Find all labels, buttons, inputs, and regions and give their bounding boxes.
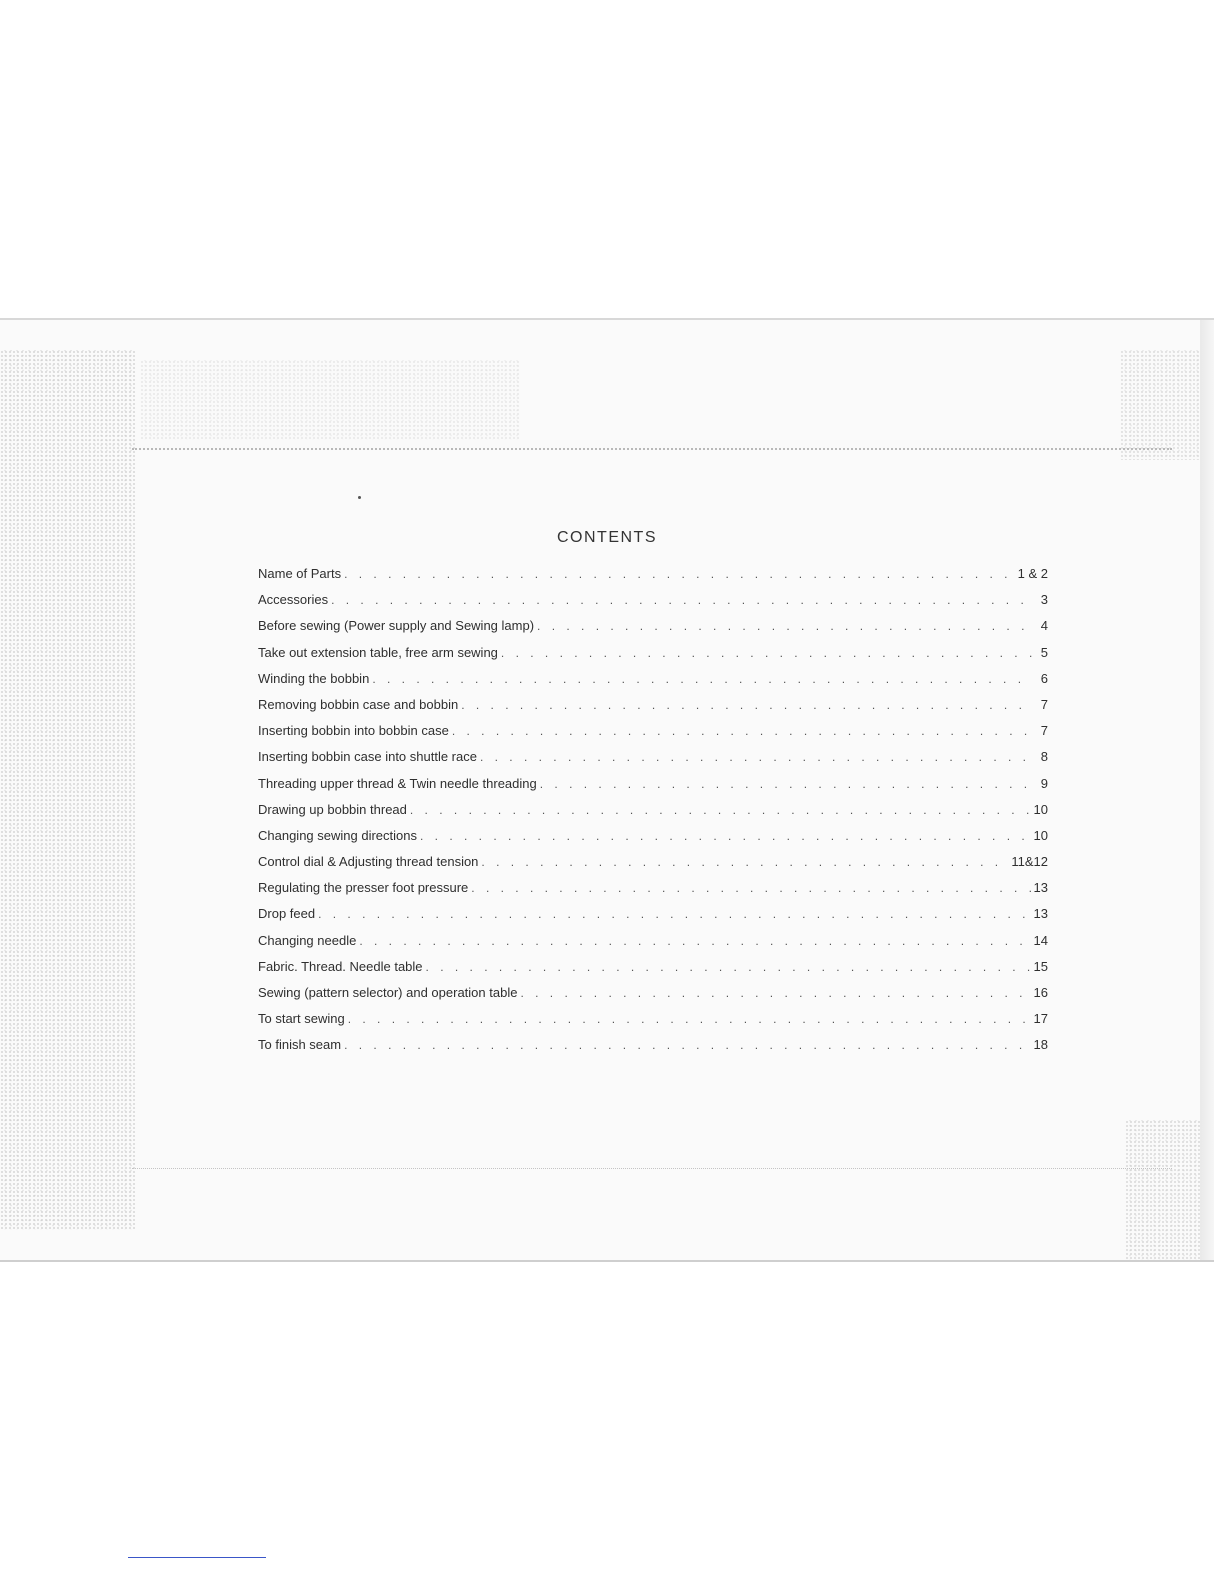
toc-entry — [258, 802, 1048, 828]
dot-leader — [481, 855, 1008, 869]
toc-entry — [258, 1037, 1048, 1063]
dot-leader — [372, 672, 1033, 686]
toc-entry-label: Before sewing (Power supply and Sewing lamp) — [258, 618, 535, 634]
dot-leader — [501, 646, 1033, 660]
toc-entry-label: Control dial & Adjusting thread tension — [258, 854, 479, 870]
toc-entry-page: 10 — [1033, 827, 1048, 843]
toc-entry-page: 18 — [1033, 1037, 1048, 1053]
dot-leader — [318, 907, 1030, 921]
dot-leader — [480, 750, 1033, 764]
dot-leader — [520, 986, 1030, 1000]
table-of-contents — [258, 566, 1048, 1064]
toc-entry-page: 11&12 — [1011, 854, 1048, 870]
toc-entry-page: 1 & 2 — [1017, 566, 1048, 581]
toc-entry — [258, 671, 1048, 697]
toc-entry-label: Changing sewing directions — [258, 827, 417, 843]
dot-leader — [537, 619, 1033, 633]
toc-entry-label: Removing bobbin case and bobbin — [258, 696, 459, 712]
toc-entry-label: Name of Parts — [258, 566, 342, 581]
toc-entry — [258, 776, 1048, 802]
toc-entry-label: Fabric. Thread. Needle table — [258, 958, 423, 974]
dot-leader — [461, 698, 1033, 712]
toc-entry-label: To start sewing — [258, 1011, 345, 1027]
toc-entry-page: 15 — [1033, 958, 1048, 974]
toc-entry-label: Changing needle — [258, 932, 357, 948]
toc-entry-page: 7 — [1040, 723, 1048, 739]
scan-noise-top-right — [1120, 350, 1200, 460]
toc-entry-page: 9 — [1040, 775, 1048, 791]
toc-entry — [258, 1011, 1048, 1037]
dot-leader — [359, 934, 1030, 948]
toc-entry-label: Regulating the presser foot pressure — [258, 880, 469, 896]
toc-entry — [258, 723, 1048, 749]
toc-entry — [258, 566, 1048, 592]
toc-entry-label: Inserting bobbin into bobbin case — [258, 723, 449, 739]
toc-entry — [258, 959, 1048, 985]
toc-entry-label: Sewing (pattern selector) and operation table — [258, 985, 518, 1000]
toc-entry — [258, 749, 1048, 775]
toc-entry — [258, 697, 1048, 723]
toc-entry — [258, 618, 1048, 644]
toc-entry-page: 13 — [1033, 880, 1048, 896]
toc-entry-page: 7 — [1040, 696, 1048, 712]
dot-leader — [344, 1038, 1030, 1052]
top-rule — [132, 448, 1172, 450]
dot-leader — [540, 777, 1033, 791]
toc-entry-label: Drop feed — [258, 906, 316, 922]
toc-entry-label: Winding the bobbin — [258, 670, 370, 686]
scan-noise-top — [140, 360, 520, 440]
scanned-page — [0, 318, 1214, 1262]
toc-entry — [258, 592, 1048, 618]
toc-entry-page: 17 — [1033, 1011, 1048, 1027]
toc-entry-page: 10 — [1033, 801, 1048, 817]
footer-link-underline[interactable] — [128, 1557, 266, 1558]
toc-entry-label: Take out extension table, free arm sewing — [258, 644, 498, 660]
scan-right-edge — [1200, 320, 1214, 1260]
scan-noise-bottom-right — [1125, 1120, 1200, 1260]
toc-entry-page: 8 — [1040, 749, 1048, 765]
toc-entry-page: 13 — [1033, 906, 1048, 922]
toc-entry — [258, 880, 1048, 906]
toc-entry-label: To finish seam — [258, 1037, 342, 1053]
toc-entry-page: 5 — [1040, 644, 1048, 660]
toc-entry — [258, 933, 1048, 959]
page-title: CONTENTS — [557, 529, 657, 546]
dot-leader — [344, 567, 1015, 581]
toc-entry-page: 3 — [1040, 592, 1048, 608]
toc-entry-label: Inserting bobbin case into shuttle race — [258, 749, 477, 765]
dot-leader — [420, 829, 1031, 843]
toc-entry-page: 16 — [1033, 985, 1048, 1000]
toc-entry-label: Accessories — [258, 592, 329, 608]
dot-leader — [452, 724, 1033, 738]
dot-leader — [426, 960, 1031, 974]
toc-entry — [258, 645, 1048, 671]
toc-entry — [258, 985, 1048, 1011]
toc-entry — [258, 828, 1048, 854]
toc-entry-page: 6 — [1040, 670, 1048, 686]
dot-leader — [410, 803, 1031, 817]
dot-leader — [331, 593, 1033, 607]
toc-entry-page: 14 — [1033, 932, 1048, 948]
dot-leader — [348, 1012, 1031, 1026]
bottom-rule — [132, 1168, 1172, 1169]
toc-entry — [258, 854, 1048, 880]
scan-speck — [358, 496, 361, 499]
toc-entry-label: Threading upper thread & Twin needle threading — [258, 775, 537, 791]
toc-entry-page: 4 — [1040, 618, 1048, 634]
toc-entry — [258, 906, 1048, 932]
toc-entry-label: Drawing up bobbin thread — [258, 801, 407, 817]
dot-leader — [471, 881, 1030, 895]
scan-noise-left — [0, 350, 135, 1230]
